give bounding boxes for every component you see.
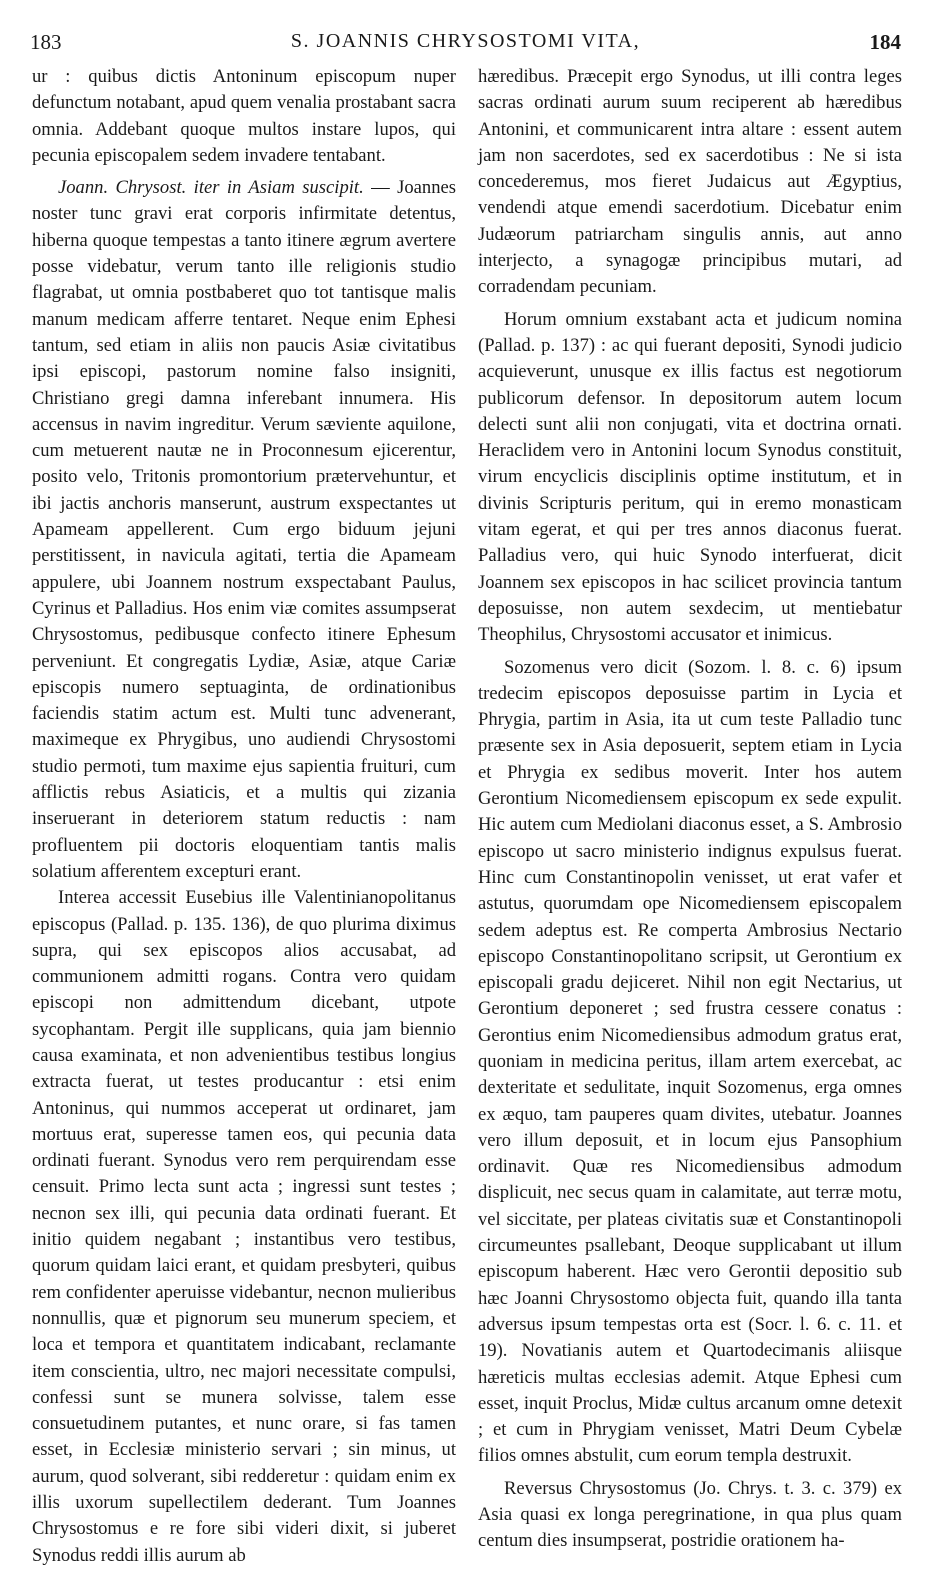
page-header <box>30 26 901 58</box>
running-title: S. JOANNIS CHRYSOSTOMI VITA, <box>290 30 641 52</box>
left-paragraph-2-body: — Joannes noster tunc gravi erat corporis infirmitate detentus, hiberna quoque tempestas a tanto itinere ægrum avertere posse videbatur, verum tanto ille religionis studio flagrabat, ut omnia postbaberet quo tot tantisque malis manum medicam afferre tentaret. Neque enim Ephesi tantum, sed etiam in aliis non paucis Asiæ civitatibus ipsi episcopi, pastorum nomine falso insigniti, Christiano gregi damna inferebant innumera. His accensus in navim ingreditur. Verum sæviente aquilone, cum metuerent nautæ ne in Proconnesum ejicerentur, posito velo, Tritonis promontorium prætervehuntur, et ibi jactis anchoris manserunt, austrum exspectantes ut Apameam appellerent. Cum ergo biduum jejuni perstitissent, in navicula agitati, tertia die Apameam appulere, ubi Joannem nostrum exspectabant Paulus, Cyrinus et Palladius. Hos enim viæ comites assumpserat Chrysostomus, pedibusque confecto itinere Ephesum perveniunt. Et congregatis Lydiæ, Asiæ, atque Cariæ episcopis numero septuaginta, de ordinationibus faciendis statim actum est. Multi tunc advenerant, maximeque ex Phrygibus, uno audiendi Chrysostomi studio permoti, tum maxime ejus sapientia fruituri, cum afflictis rebus Asiaticis, et a multis qui zizania inseruerant in deteriorem statum reductis : nam profluentem pii doctoris eloquentiam tantis malis solatium afferentem excepturi erant. <box>32 177 457 882</box>
left-column <box>32 64 456 1569</box>
right-paragraph-3: Sozomenus vero dicit (Sozom. l. 8. c. 6) ipsum tredecim episcopos deposuisse partim in Lycia et Phrygia, partim in Asia, ita ut cum teste Palladio tunc præsente sex in Asia deposuerit, septem etiam in Lycia et Phrygia ex sedibus moverit. Inter hos autem Gerontium Nicomediensem episcopum ex sede expulit. Hic autem cum Mediolani diaconus esset, a S. Ambrosio episcopo ut sacro ministerio indignus expulsus fuerat. Hinc cum Constantinopolin venisset, ut erat vafer et astutus, quorumdam ope Nicomediensem episcopalem sedem adeptus est. Re comperta Ambrosius Nectario episcopo Constantinopolitano scripsit, ut Gerontium ex episcopali gradu dejiceret. Nihil non egit Nectarius, ut Gerontium deponeret ; sed frustra cessere conatus : Gerontius enim Nicomediensibus admodum gratus erat, quoniam in medicina peritus, illam artem exercebat, ac dexteritate et sedulitate, inquit Sozomenus, erga omnes ex æquo, tam pauperes quam divites, utebatur. Joannes vero illum deposuit, et in locum ejus Pansophium ordinavit. Quæ res Nicomediensibus admodum displicuit, nec secus quam in calamitate, aut terræ motu, vel siccitate, per plateas civitatis suæ et Constantinopoli circumeuntes psallebant, Deoque supplicabant ut illum episcopum haberent. Hæc vero Gerontii depositio sub hæc Joanni Chrysostomo objecta fuit, quando illa tanta adversus ipsum tempestas orta est (Socr. l. 6. c. 11. et 19). Novatianis autem et Quartodecimanis aliisque hæreticis multas ecclesias ademit. Atque Ephesi cum esset, inquit Proclus, Midæ cultus arcanum omne detexit ; et cum in Phrygiam venisset, Matri Deum Cybelæ filios omnes abstulit, cum eorum templa destruxit. <box>478 656 902 1467</box>
left-paragraph-2 <box>32 175 456 885</box>
left-paragraph-3: Interea accessit Eusebius ille Valentinianopolitanus episcopus (Pallad. p. 135. 136), de quo plurima diximus supra, qui sex episcopos alios accusabat, ad communionem admitti rogans. Contra vero quidam episcopi non admittendum dicebant, utpote sycophantam. Pergit ille supplicans, quia jam biennio causa examinata, et non advenientibus testibus longius extracta fuerat, ut testes producantur : etsi enim Antoninus, qui nummos acceperat ut ordinaret, jam mortuus erat, superesse tamen eos, qui pecunia data ordinati fuerant. Synodus vero rem perquirendam esse censuit. Primo lecta sunt acta ; ingressi sunt testes ; necnon sex illi, qui pecunia data ordinati fuerant. Et initio quidem negabant ; instantibus vero testibus, quorum quidam laici erant, et quidam presbyteri, quibus rem confidenter aperuisse videbantur, necnon mulieribus nonnullis, quæ et pignorum seu munerum speciem, et loca et tempora et quantitatem indicabant, reclamante item conscientia, ultro, nec majori necessitate compulsi, confessi sunt se munera solvisse, talem esse consuetudinem putantes, et nunc orare, si fas tamen esset, in Ecclesiæ ministerio servari ; sin minus, ut aurum, quod solverant, sibi redderetur : quidam enim ex illis uxorum supellectilem dederant. Tum Joannes Chrysostomus e re fore sibi videri dixit, si juberet Synodus reddi illis aurum ab <box>32 887 456 1566</box>
page-number-right: 184 <box>869 30 901 54</box>
right-paragraph-1: hæredibus. Præcepit ergo Synodus, ut illi contra leges sacras ordinati aurum suum reciperent ab hæredibus Antonini, et communicarent intra altare : essent autem jam non sacerdotes, sed ex sacerdotibus : Ne si ista concederemus, mos fieret Judaicus aut Ægyptius, vendendi atque emendi sacerdotium. Dicebatur enim Judæorum patriarcham singulis annis, aut anno interjecto, a synagogæ principibus mutari, ad corradendam pecuniam. <box>478 66 902 298</box>
page-number-left: 183 <box>30 30 62 54</box>
right-column <box>478 64 902 1555</box>
right-paragraph-4: Reversus Chrysostomus (Jo. Chrys. t. 3. c. 379) ex Asia quasi ex longa peregrinatione, in qua plus quam centum dies insumpserat, postridie orationem ha- <box>478 1477 902 1552</box>
right-paragraph-2: Horum omnium exstabant acta et judicum nomina (Pallad. p. 137) : ac qui fuerant depositi, Synodi judicio acquieverunt, unusque ex illis factus est negotiorum publicorum defensor. In depositorum autem locum delecti sunt alii non conjugati, vita et doctrina ornati. Heraclidem vero in Antonini locum Synodus constituit, virum encyclicis disciplinis optime institutum, et in divinis Scripturis peritum, qui in eremo monasticam vitam egerat, et qui per tres annos diaconus fuerat. Palladius vero, qui huic Synodo interfuerat, dicit Joannem sex episcopos in hac scilicet provincia tantum deposuisse, non autem sexdecim, ut mentiebatur Theophilus, Chrysostomi accusator et inimicus. <box>478 308 902 646</box>
section-heading: Joann. Chrysost. iter in Asiam suscipit. <box>58 177 364 199</box>
left-paragraph-1: ur : quibus dictis Antoninum episcopum nuper defunctum notabant, apud quem venalia prostabant sacra omnia. Addebant quoque multos instare lupos, qui pecunia episcopalem sedem invadere tentabant. <box>32 66 456 166</box>
